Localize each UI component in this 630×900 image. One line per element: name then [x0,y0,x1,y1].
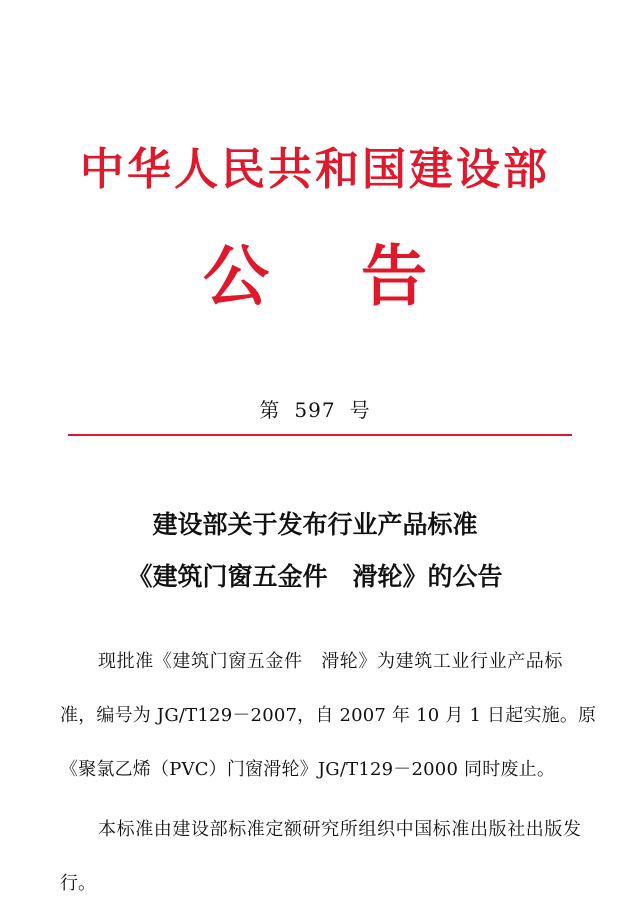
doc-number-prefix: 第 [259,398,281,422]
body-paragraph-1-line-3: 《聚氯乙烯（PVC）门窗滑轮》JG/T129－2000 同时废止。 [60,759,556,780]
subject-line-2: 《建筑门窗五金件 滑轮》的公告 [127,562,503,591]
body-paragraph-1-line-1: 现批准《建筑门窗五金件 滑轮》为建筑工业行业产品标 [98,651,563,672]
subject-line-1: 建设部关于发布行业产品标准 [152,510,478,539]
document-number [0,396,630,424]
doc-number-value: 597 [294,398,336,422]
red-divider-rule [68,434,572,436]
body-paragraph-2-line-2: 行。 [60,873,96,894]
title-char-2: 告 [361,237,427,315]
body-paragraph-1-line-2: 准，编号为 JG/T129－2007，自 2007 年 10 月 1 日起实施。原 [60,705,597,726]
doc-number-suffix: 号 [349,398,371,422]
body-paragraph-2-line-1: 本标准由建设部标准定额研究所组织中国标准出版社出版发 [98,819,582,840]
title-char-1: 公 [203,237,269,315]
issuing-organization: 中华人民共和国建设部 [80,144,550,195]
document-type-title [0,236,630,316]
